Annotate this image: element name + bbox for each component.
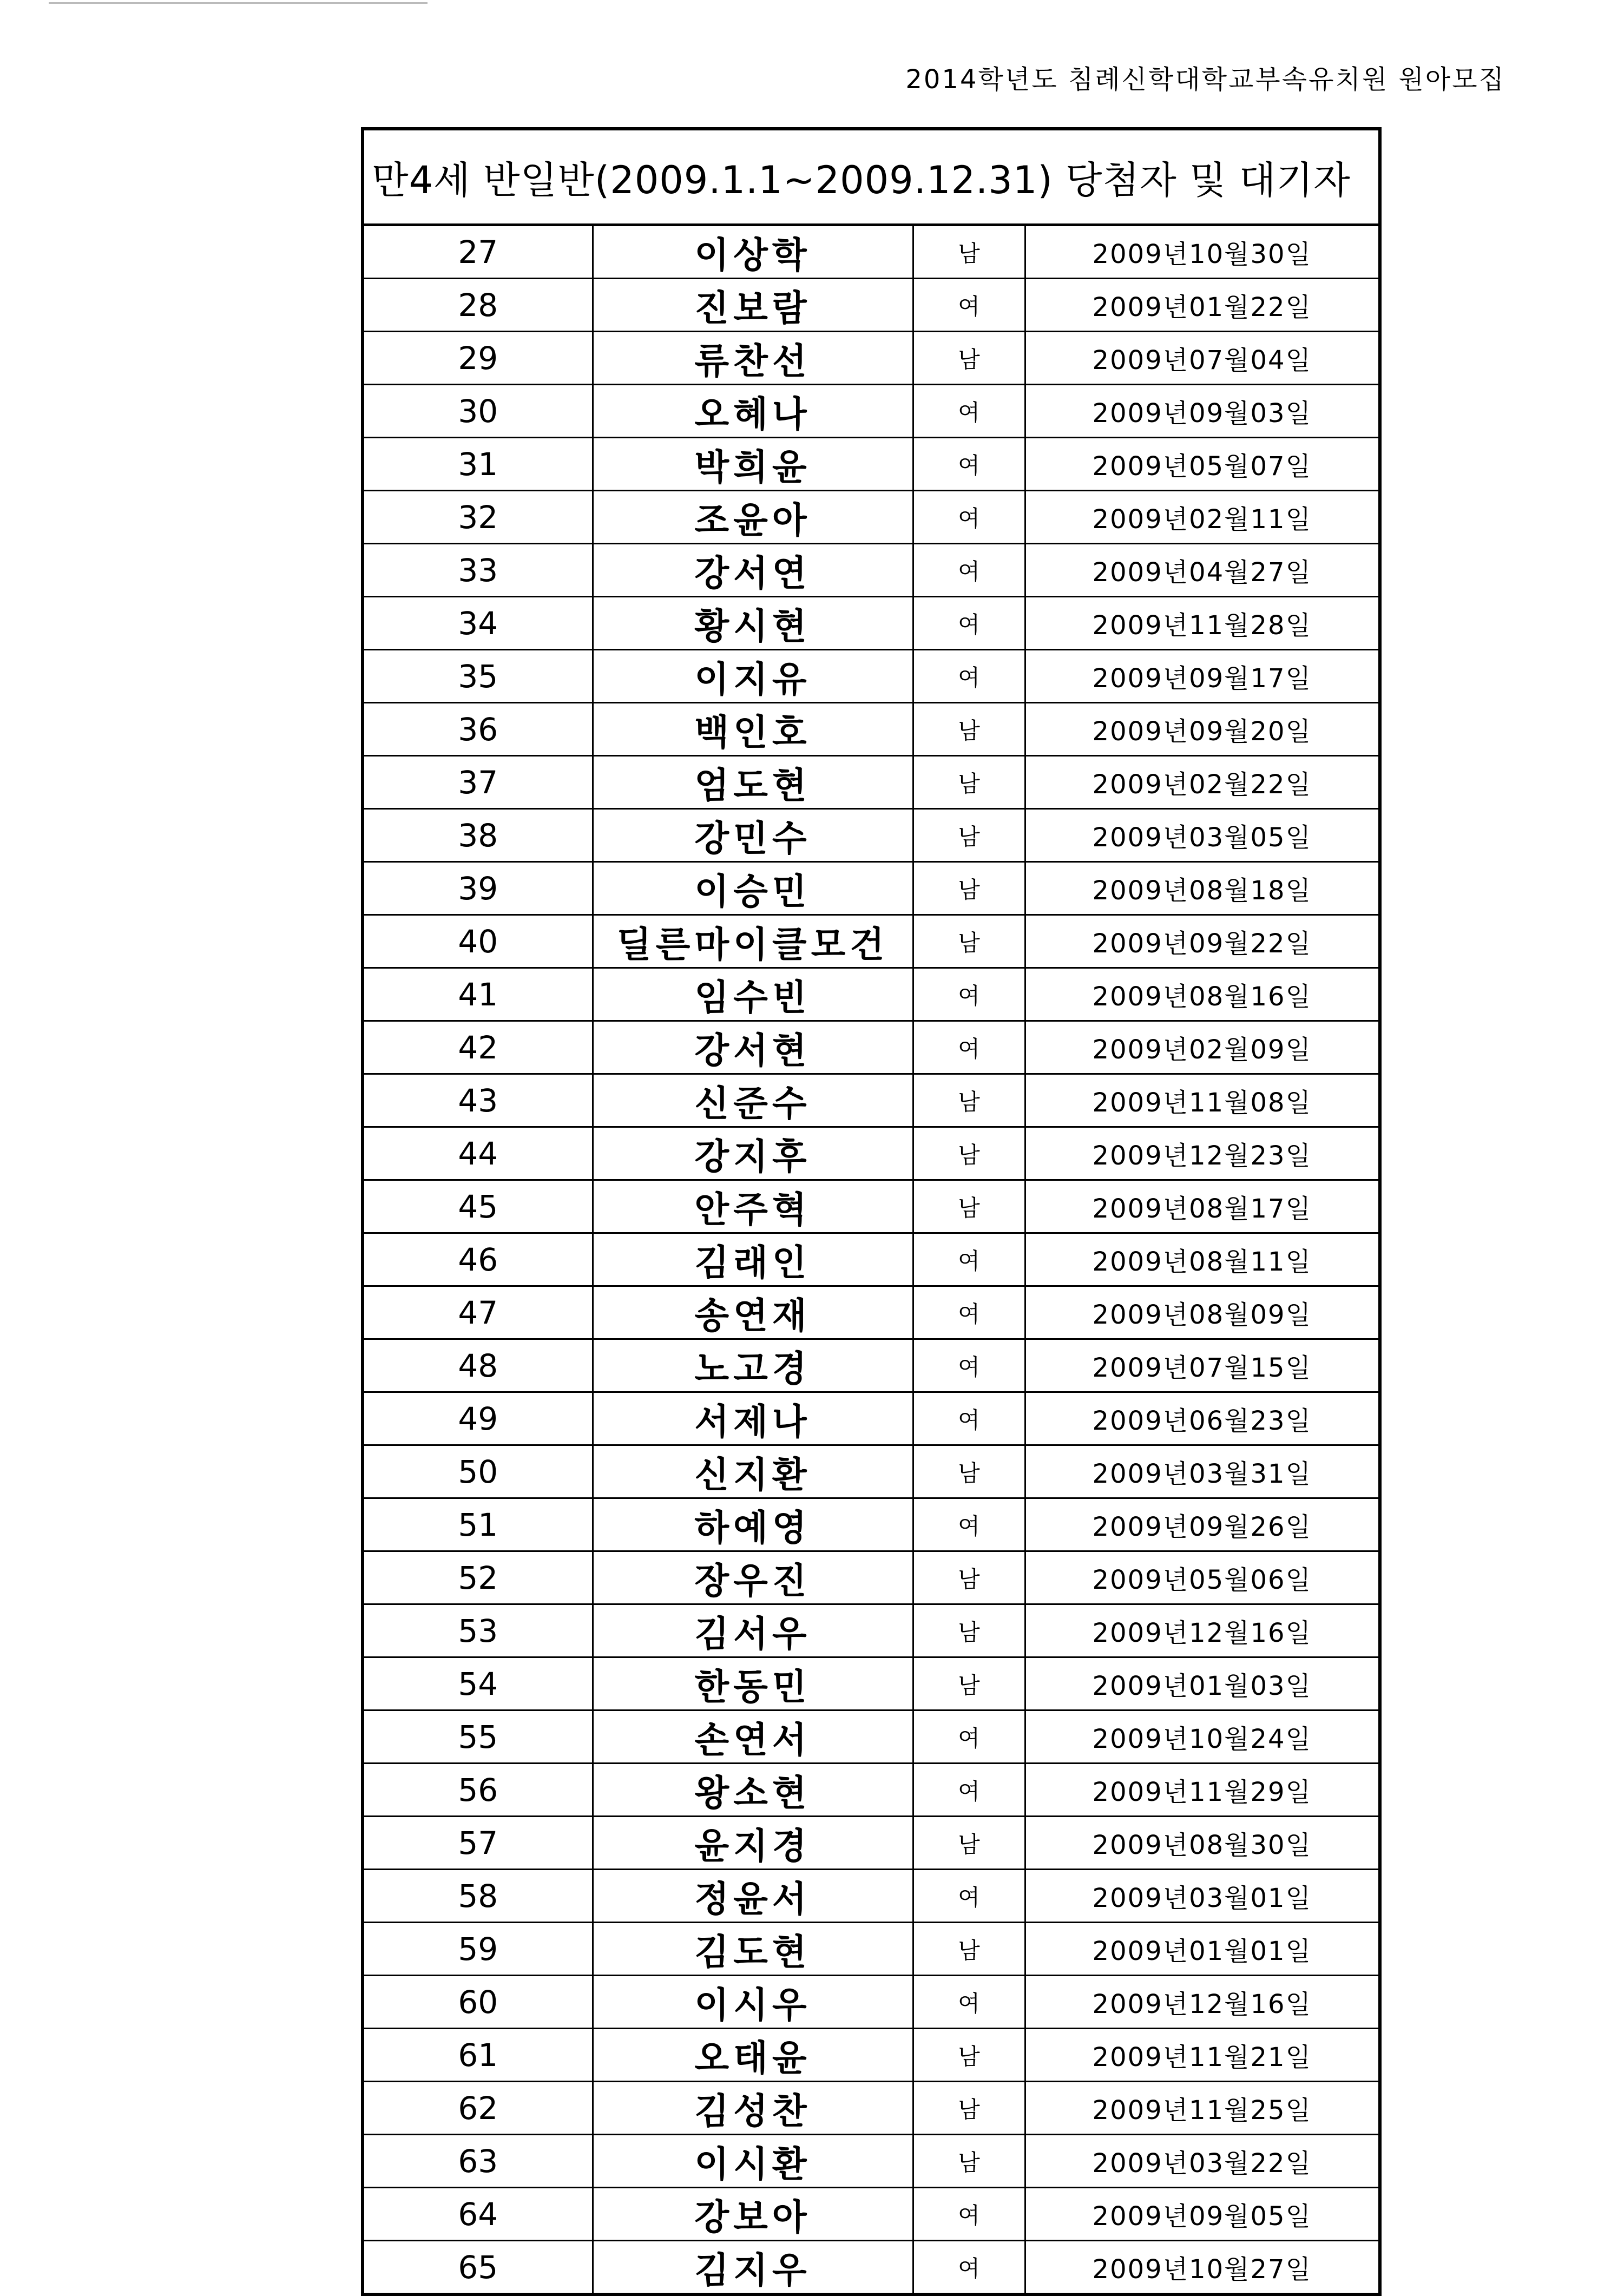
child-name: 송연재 bbox=[593, 1286, 913, 1339]
birth-date: 2009년11월08일 bbox=[1025, 1074, 1380, 1127]
child-name: 이상학 bbox=[593, 225, 913, 279]
table-row bbox=[363, 2029, 1380, 2082]
birth-date: 2009년03월05일 bbox=[1025, 809, 1380, 862]
child-name: 서제나 bbox=[593, 1392, 913, 1445]
table-title: 만4세 반일반(2009.1.1~2009.12.31) 당첨자 및 대기자 bbox=[363, 129, 1380, 225]
row-number: 43 bbox=[363, 1074, 593, 1127]
gender-cell: 남 bbox=[913, 1604, 1025, 1657]
table-row bbox=[363, 491, 1380, 544]
row-number: 41 bbox=[363, 968, 593, 1021]
row-number: 34 bbox=[363, 597, 593, 650]
child-name: 하예영 bbox=[593, 1498, 913, 1551]
row-number: 35 bbox=[363, 650, 593, 703]
table-title-row bbox=[363, 129, 1380, 225]
table-row bbox=[363, 1498, 1380, 1551]
table-row bbox=[363, 1021, 1380, 1074]
child-name: 안주혁 bbox=[593, 1180, 913, 1233]
gender-cell: 여 bbox=[913, 1976, 1025, 2029]
table-row bbox=[363, 1976, 1380, 2029]
gender-cell: 남 bbox=[913, 809, 1025, 862]
row-number: 49 bbox=[363, 1392, 593, 1445]
row-number: 38 bbox=[363, 809, 593, 862]
row-number: 32 bbox=[363, 491, 593, 544]
row-number: 60 bbox=[363, 1976, 593, 2029]
gender-cell: 남 bbox=[913, 862, 1025, 915]
roster-table bbox=[361, 127, 1382, 2296]
child-name: 이지유 bbox=[593, 650, 913, 703]
child-name: 이시우 bbox=[593, 1976, 913, 2029]
child-name: 강민수 bbox=[593, 809, 913, 862]
row-number: 40 bbox=[363, 915, 593, 968]
child-name: 강지후 bbox=[593, 1127, 913, 1180]
table-row bbox=[363, 1392, 1380, 1445]
child-name: 백인호 bbox=[593, 703, 913, 756]
child-name: 정윤서 bbox=[593, 1870, 913, 1923]
birth-date: 2009년12월16일 bbox=[1025, 1976, 1380, 2029]
gender-cell: 여 bbox=[913, 438, 1025, 491]
child-name: 윤지경 bbox=[593, 1817, 913, 1870]
child-name: 류찬선 bbox=[593, 332, 913, 385]
table-row bbox=[363, 1127, 1380, 1180]
row-number: 42 bbox=[363, 1021, 593, 1074]
gender-cell: 여 bbox=[913, 1392, 1025, 1445]
child-name: 한동민 bbox=[593, 1657, 913, 1711]
table-row bbox=[363, 332, 1380, 385]
birth-date: 2009년11월28일 bbox=[1025, 597, 1380, 650]
row-number: 54 bbox=[363, 1657, 593, 1711]
birth-date: 2009년10월27일 bbox=[1025, 2241, 1380, 2295]
gender-cell: 여 bbox=[913, 2188, 1025, 2241]
birth-date: 2009년12월16일 bbox=[1025, 1604, 1380, 1657]
row-number: 31 bbox=[363, 438, 593, 491]
birth-date: 2009년02월11일 bbox=[1025, 491, 1380, 544]
birth-date: 2009년09월03일 bbox=[1025, 385, 1380, 438]
gender-cell: 여 bbox=[913, 544, 1025, 597]
gender-cell: 여 bbox=[913, 1286, 1025, 1339]
table-row bbox=[363, 1286, 1380, 1339]
birth-date: 2009년01월03일 bbox=[1025, 1657, 1380, 1711]
birth-date: 2009년11월21일 bbox=[1025, 2029, 1380, 2082]
birth-date: 2009년12월23일 bbox=[1025, 1127, 1380, 1180]
gender-cell: 여 bbox=[913, 2241, 1025, 2295]
row-number: 52 bbox=[363, 1551, 593, 1604]
child-name: 김지우 bbox=[593, 2241, 913, 2295]
gender-cell: 여 bbox=[913, 1711, 1025, 1764]
table-row bbox=[363, 544, 1380, 597]
birth-date: 2009년07월15일 bbox=[1025, 1339, 1380, 1392]
table-row bbox=[363, 1870, 1380, 1923]
child-name: 오혜나 bbox=[593, 385, 913, 438]
row-number: 62 bbox=[363, 2082, 593, 2135]
gender-cell: 여 bbox=[913, 1339, 1025, 1392]
birth-date: 2009년09월20일 bbox=[1025, 703, 1380, 756]
birth-date: 2009년03월01일 bbox=[1025, 1870, 1380, 1923]
child-name: 강서현 bbox=[593, 1021, 913, 1074]
gender-cell: 남 bbox=[913, 703, 1025, 756]
child-name: 이승민 bbox=[593, 862, 913, 915]
gender-cell: 남 bbox=[913, 2029, 1025, 2082]
birth-date: 2009년08월09일 bbox=[1025, 1286, 1380, 1339]
row-number: 44 bbox=[363, 1127, 593, 1180]
gender-cell: 남 bbox=[913, 756, 1025, 809]
gender-cell: 남 bbox=[913, 1817, 1025, 1870]
gender-cell: 남 bbox=[913, 2135, 1025, 2188]
row-number: 51 bbox=[363, 1498, 593, 1551]
table-row bbox=[363, 2135, 1380, 2188]
row-number: 37 bbox=[363, 756, 593, 809]
table-row bbox=[363, 1233, 1380, 1286]
gender-cell: 여 bbox=[913, 491, 1025, 544]
child-name: 신지환 bbox=[593, 1445, 913, 1498]
table-row bbox=[363, 1817, 1380, 1870]
table-row bbox=[363, 597, 1380, 650]
table-row bbox=[363, 1339, 1380, 1392]
birth-date: 2009년09월26일 bbox=[1025, 1498, 1380, 1551]
birth-date: 2009년02월09일 bbox=[1025, 1021, 1380, 1074]
table-row bbox=[363, 2241, 1380, 2295]
row-number: 28 bbox=[363, 279, 593, 332]
birth-date: 2009년09월05일 bbox=[1025, 2188, 1380, 2241]
row-number: 36 bbox=[363, 703, 593, 756]
child-name: 엄도현 bbox=[593, 756, 913, 809]
table-row bbox=[363, 2188, 1380, 2241]
table-row bbox=[363, 225, 1380, 279]
table-row bbox=[363, 279, 1380, 332]
gender-cell: 여 bbox=[913, 279, 1025, 332]
birth-date: 2009년05월07일 bbox=[1025, 438, 1380, 491]
gender-cell: 남 bbox=[913, 1074, 1025, 1127]
child-name: 조윤아 bbox=[593, 491, 913, 544]
row-number: 61 bbox=[363, 2029, 593, 2082]
gender-cell: 남 bbox=[913, 1445, 1025, 1498]
row-number: 33 bbox=[363, 544, 593, 597]
child-name: 강보아 bbox=[593, 2188, 913, 2241]
birth-date: 2009년01월01일 bbox=[1025, 1923, 1380, 1976]
gender-cell: 남 bbox=[913, 1923, 1025, 1976]
child-name: 강서연 bbox=[593, 544, 913, 597]
row-number: 59 bbox=[363, 1923, 593, 1976]
row-number: 56 bbox=[363, 1764, 593, 1817]
gender-cell: 남 bbox=[913, 1127, 1025, 1180]
table-row bbox=[363, 1604, 1380, 1657]
child-name: 신준수 bbox=[593, 1074, 913, 1127]
birth-date: 2009년07월04일 bbox=[1025, 332, 1380, 385]
child-name: 오태윤 bbox=[593, 2029, 913, 2082]
table-row bbox=[363, 2082, 1380, 2135]
table-row bbox=[363, 968, 1380, 1021]
child-name: 황시현 bbox=[593, 597, 913, 650]
child-name: 딜른마이클모건 bbox=[593, 915, 913, 968]
birth-date: 2009년08월17일 bbox=[1025, 1180, 1380, 1233]
row-number: 64 bbox=[363, 2188, 593, 2241]
child-name: 손연서 bbox=[593, 1711, 913, 1764]
row-number: 48 bbox=[363, 1339, 593, 1392]
child-name: 임수빈 bbox=[593, 968, 913, 1021]
row-number: 55 bbox=[363, 1711, 593, 1764]
birth-date: 2009년04월27일 bbox=[1025, 544, 1380, 597]
row-number: 46 bbox=[363, 1233, 593, 1286]
table-row bbox=[363, 1923, 1380, 1976]
gender-cell: 여 bbox=[913, 968, 1025, 1021]
child-name: 김도현 bbox=[593, 1923, 913, 1976]
gender-cell: 남 bbox=[913, 1657, 1025, 1711]
table-row bbox=[363, 1074, 1380, 1127]
row-number: 58 bbox=[363, 1870, 593, 1923]
child-name: 박희윤 bbox=[593, 438, 913, 491]
birth-date: 2009년11월29일 bbox=[1025, 1764, 1380, 1817]
child-name: 김래인 bbox=[593, 1233, 913, 1286]
row-number: 30 bbox=[363, 385, 593, 438]
row-number: 53 bbox=[363, 1604, 593, 1657]
gender-cell: 여 bbox=[913, 1498, 1025, 1551]
birth-date: 2009년10월30일 bbox=[1025, 225, 1380, 279]
child-name: 장우진 bbox=[593, 1551, 913, 1604]
row-number: 29 bbox=[363, 332, 593, 385]
birth-date: 2009년10월24일 bbox=[1025, 1711, 1380, 1764]
gender-cell: 남 bbox=[913, 332, 1025, 385]
birth-date: 2009년08월11일 bbox=[1025, 1233, 1380, 1286]
row-number: 39 bbox=[363, 862, 593, 915]
document-header: 2014학년도 침례신학대학교부속유치원 원아모집 bbox=[905, 64, 1505, 95]
row-number: 65 bbox=[363, 2241, 593, 2295]
child-name: 진보람 bbox=[593, 279, 913, 332]
table-row bbox=[363, 809, 1380, 862]
birth-date: 2009년08월16일 bbox=[1025, 968, 1380, 1021]
gender-cell: 여 bbox=[913, 385, 1025, 438]
birth-date: 2009년08월30일 bbox=[1025, 1817, 1380, 1870]
table-row bbox=[363, 385, 1380, 438]
birth-date: 2009년03월22일 bbox=[1025, 2135, 1380, 2188]
birth-date: 2009년09월22일 bbox=[1025, 915, 1380, 968]
row-number: 63 bbox=[363, 2135, 593, 2188]
row-number: 47 bbox=[363, 1286, 593, 1339]
gender-cell: 남 bbox=[913, 1551, 1025, 1604]
birth-date: 2009년03월31일 bbox=[1025, 1445, 1380, 1498]
child-name: 김성찬 bbox=[593, 2082, 913, 2135]
gender-cell: 여 bbox=[913, 1764, 1025, 1817]
row-number: 57 bbox=[363, 1817, 593, 1870]
gender-cell: 남 bbox=[913, 2082, 1025, 2135]
gender-cell: 여 bbox=[913, 1870, 1025, 1923]
scan-edge-line bbox=[49, 2, 428, 4]
gender-cell: 남 bbox=[913, 1180, 1025, 1233]
row-number: 27 bbox=[363, 225, 593, 279]
gender-cell: 여 bbox=[913, 597, 1025, 650]
table-row bbox=[363, 915, 1380, 968]
table-row bbox=[363, 1180, 1380, 1233]
gender-cell: 여 bbox=[913, 1021, 1025, 1074]
table-row bbox=[363, 756, 1380, 809]
child-name: 왕소현 bbox=[593, 1764, 913, 1817]
table-row bbox=[363, 1764, 1380, 1817]
birth-date: 2009년08월18일 bbox=[1025, 862, 1380, 915]
table-row bbox=[363, 862, 1380, 915]
birth-date: 2009년01월22일 bbox=[1025, 279, 1380, 332]
table-row bbox=[363, 1657, 1380, 1711]
gender-cell: 남 bbox=[913, 915, 1025, 968]
table-row bbox=[363, 1551, 1380, 1604]
roster-body bbox=[363, 225, 1380, 2295]
birth-date: 2009년09월17일 bbox=[1025, 650, 1380, 703]
birth-date: 2009년06월23일 bbox=[1025, 1392, 1380, 1445]
row-number: 50 bbox=[363, 1445, 593, 1498]
table-row bbox=[363, 1711, 1380, 1764]
birth-date: 2009년05월06일 bbox=[1025, 1551, 1380, 1604]
child-name: 노고경 bbox=[593, 1339, 913, 1392]
row-number: 45 bbox=[363, 1180, 593, 1233]
table-row bbox=[363, 650, 1380, 703]
gender-cell: 여 bbox=[913, 650, 1025, 703]
child-name: 이시환 bbox=[593, 2135, 913, 2188]
birth-date: 2009년02월22일 bbox=[1025, 756, 1380, 809]
table-row bbox=[363, 438, 1380, 491]
table-row bbox=[363, 1445, 1380, 1498]
table-row bbox=[363, 703, 1380, 756]
birth-date: 2009년11월25일 bbox=[1025, 2082, 1380, 2135]
gender-cell: 남 bbox=[913, 225, 1025, 279]
child-name: 김서우 bbox=[593, 1604, 913, 1657]
gender-cell: 여 bbox=[913, 1233, 1025, 1286]
